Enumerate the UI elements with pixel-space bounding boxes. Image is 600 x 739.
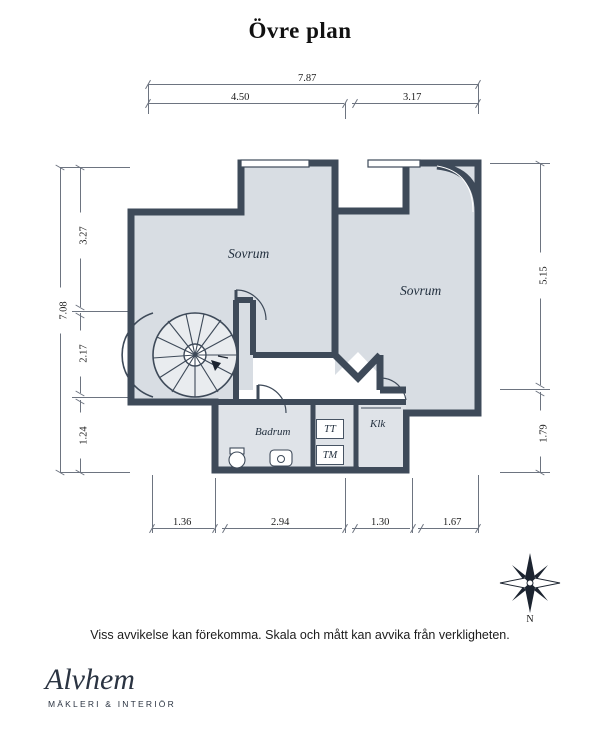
window-right-icon [368,160,420,167]
room-label-sovrum-left: Sovrum [228,246,270,261]
brand-logo [45,665,265,709]
dim-bottom-seg3-text: 1.30 [368,517,392,528]
brand-subtitle: MÄKLERI & INTERIÖR [48,699,176,709]
compass-rose-icon [495,548,565,618]
dim-left-seg2-text: 2.17 [79,331,90,377]
dim-right-seg2-text: 1.79 [539,411,550,457]
room-label-klk: Klk [370,418,386,430]
brand-name: Alvhem [45,663,135,696]
dim-bottom-seg4-text: 1.67 [440,517,464,528]
disclaimer-text: Viss avvikelse kan förekomma. Skala och mått kan avvika från verkligheten. [90,628,510,642]
dim-right-seg1-text: 5.15 [539,253,550,299]
dim-top-seg1-text: 4.50 [228,92,252,103]
klk-fill [359,405,403,467]
dim-bottom-seg1-text: 1.36 [170,517,194,528]
toilet-icon [229,448,245,468]
dim-left-seg1-text: 3.27 [79,213,90,259]
page-title: Övre plan [248,18,352,43]
dim-bottom-seg2-text: 2.94 [268,517,292,528]
sink-icon [270,450,292,466]
interior-wall-angled [335,355,380,378]
window-left-icon [241,160,309,167]
room-label-sovrum-right: Sovrum [400,283,442,298]
dim-left-seg3-text: 1.24 [79,413,90,459]
spiral-staircase-icon [153,313,237,397]
compass-north-label: N [526,614,534,625]
room-label-badrum: Badrum [255,426,291,438]
tag-tm: TM [316,445,344,465]
dim-top-overall-text: 7.87 [295,73,319,84]
dim-left-overall-text: 7.08 [59,288,70,334]
dim-top-seg2-text: 3.17 [400,92,424,103]
tag-tt: TT [316,419,344,439]
